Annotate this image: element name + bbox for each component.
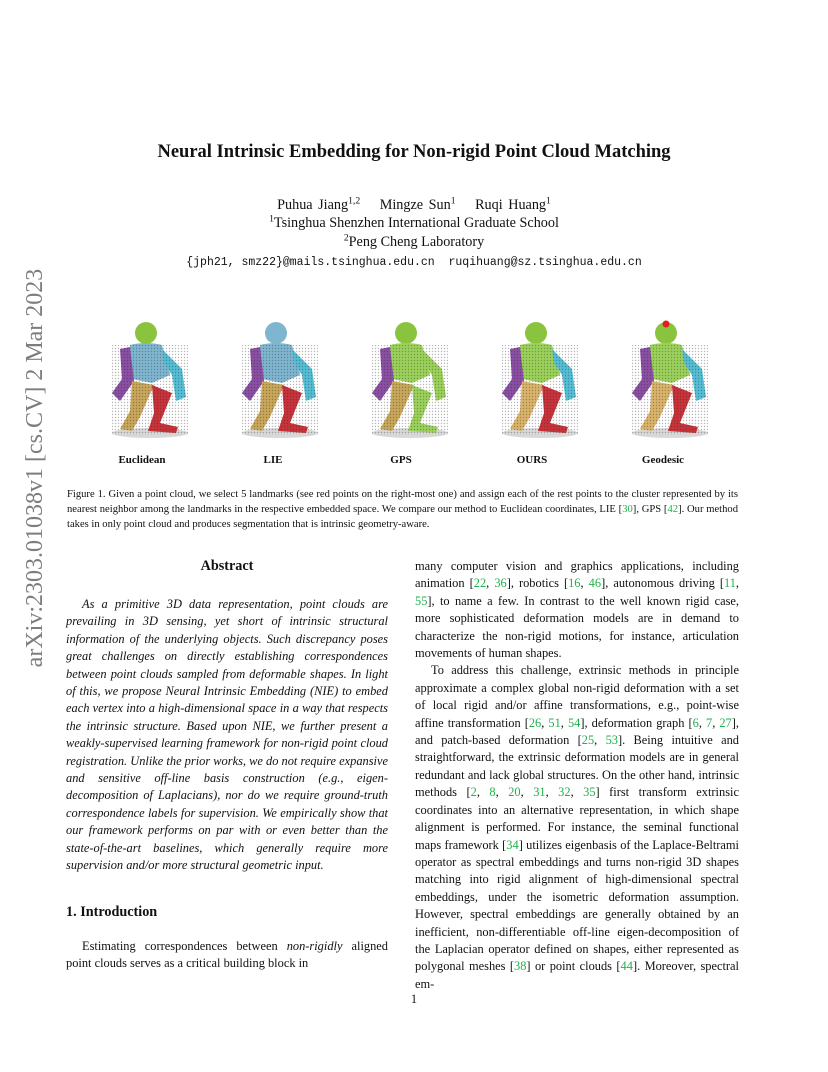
point-cloud-euclidean	[112, 322, 188, 438]
author: Ruqi Huang$^1$	[475, 195, 551, 213]
emphasis: non-rigidly	[286, 939, 343, 953]
citation-link[interactable]: 34	[506, 837, 519, 852]
arxiv-stamp: arXiv:2303.01038v1 [cs.CV] 2 Mar 2023	[22, 268, 48, 668]
point-cloud-lie	[242, 322, 318, 438]
citation-link[interactable]: 46	[588, 576, 602, 591]
citation-link[interactable]: 30	[622, 504, 633, 515]
citation-link[interactable]: 25	[581, 733, 595, 748]
affiliation: $^2$Peng Cheng Laboratory	[343, 232, 485, 250]
citation-link[interactable]: 36	[494, 576, 507, 591]
citation-link[interactable]: 26	[528, 715, 542, 730]
point-cloud-gps	[372, 322, 448, 438]
citation-link[interactable]: 16	[568, 576, 581, 591]
paper-title: Neural Intrinsic Embedding for Non-rigid Point Cloud Matching	[157, 142, 671, 162]
introduction-paragraph: Estimating correspondences between non-rigidly aligned point clouds serves as a critical building block in	[66, 939, 388, 971]
citation-link[interactable]: 31	[533, 785, 546, 800]
citation-link[interactable]: 35	[583, 785, 596, 800]
figure-label-lie: LIE	[263, 454, 283, 466]
figure-caption: Figure 1. Given a point cloud, we select 5 landmarks (see red points on the right-most one) and assign each of the rest points to the cluster represented by its nearest neighbor among the landmarks in the respective embedded space. We compare our method to Euclidean coordinates, LIE [30], GPS [42]. Our method takes in only point cloud and produces segmentation that is intrinsic geometry-aware.	[67, 489, 739, 530]
citation-link[interactable]: 11	[723, 576, 736, 591]
abstract-text: As a primitive 3D data representation, point clouds are prevailing in 3D sensing, yet short of intrinsic structural information of the underlying objects. Such discrepancy poses great challenges on directly establishing correspondences between point clouds sampled from deformable shapes. In light of this, we propose Neural Intrinsic Embedding (NIE) to embed each vertex into a high-dimensional space in a way that respects the intrinsic structure. Based upon NIE, we further present a weakly-supervised learning framework for non-rigid point cloud registration. Unlike the prior works, we do not require expansive and sensitive off-line basis construction (e.g., eigen-decomposition of Laplacians), nor do we require ground-truth correspondence labels for supervision. We empirically show that our framework performs on par with or even better than the state-of-the-art baselines, which generally require more supervision and/or more structural geometric input.	[66, 597, 388, 873]
citation-link[interactable]: 42	[667, 504, 679, 515]
page-number: 1	[410, 992, 418, 1006]
citation-link[interactable]: 54	[567, 715, 581, 730]
citation-link[interactable]: 32	[558, 785, 571, 800]
citation-link[interactable]: 22	[473, 576, 487, 591]
citation-link[interactable]: 27	[719, 715, 732, 730]
citation-link[interactable]: 2	[470, 785, 477, 800]
author: Puhua Jiang$^{1,2}$	[277, 195, 361, 213]
author: Mingze Sun$^1$	[379, 195, 456, 213]
figure-label-euclidean: Euclidean	[118, 454, 166, 466]
citation-link[interactable]: 8	[489, 785, 496, 800]
point-cloud-geodesic	[632, 321, 708, 439]
author-list	[0, 197, 828, 214]
point-cloud-ours	[502, 322, 578, 438]
figure-label-ours: OURS	[516, 454, 548, 466]
section-heading-introduction: 1. Introduction	[66, 904, 158, 920]
body-paragraph: many computer vision and graphics applications, including animation [22, 36], robotics [16, 46], autonomous driving [11, 55], to name a few. In contrast to the well known rigid case, more sophisticated deformation models are in demand to characterize the non-rigid motions, for instance, articulation movements of human shapes.	[415, 559, 740, 661]
body-paragraph: To address this challenge, extrinsic methods in principle approximate a complex global non-rigid deformation with a set of local rigid and/or affine transformations, e.g., point-wise affine transformation [26, 51, 54], deformation graph [6, 7, 27], and patch-based deformation [25, 53]. Being intuitive and straightforward, the extrinsic deformation models are in general redundant and lack global structures. On the other hand, intrinsic methods [2, 8, 20, 31, 32, 35] first transform extrinsic coordinates into an alternative representation, in which shape alignment is performed. For instance, the seminal functional maps framework [34] utilizes eigenbasis of the Laplace-Beltrami operator as spectral embeddings and turns non-rigid 3D shapes matching into rigid alignment of high-dimensional spectral embeddings, under the isometric deformation assumption. However, spectral embeddings are generally obtained by an inefficient, non-differentiable off-line eigen-decomposition of the Laplacian operator defined on shapes, either represented as polygonal meshes [38] or point clouds [44]. Moreover, spectral em-	[415, 663, 740, 991]
figure-1	[90, 305, 740, 480]
figure-1-illustration	[90, 305, 740, 450]
citation-link[interactable]: 20	[508, 785, 521, 800]
citation-link[interactable]: 7	[706, 715, 713, 730]
citation-link[interactable]: 51	[548, 715, 561, 730]
figure-label-geodesic: Geodesic	[641, 454, 685, 466]
right-column-text	[415, 558, 739, 993]
affiliation: $^1$Tsinghua Shenzhen International Graduate School	[269, 213, 559, 231]
author-emails: {jph21, smz22}@mails.tsinghua.edu.cn ruqihuang@sz.tsinghua.edu.cn	[186, 256, 642, 269]
citation-link[interactable]: 38	[514, 959, 527, 974]
citation-link[interactable]: 44	[620, 959, 633, 974]
citation-link[interactable]: 55	[415, 593, 428, 608]
citation-link[interactable]: 6	[692, 715, 699, 730]
figure-label-gps: GPS	[390, 454, 412, 466]
abstract-heading: Abstract	[200, 558, 254, 574]
citation-link[interactable]: 53	[605, 733, 618, 748]
